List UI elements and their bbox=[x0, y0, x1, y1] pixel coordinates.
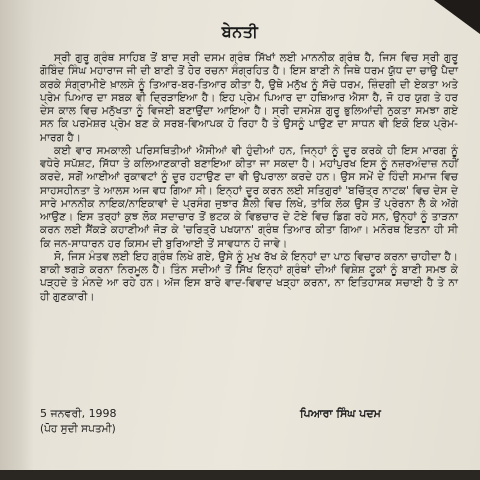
paragraph-3: ਸੋ, ਜਿਸ ਮੰਤਵ ਲਈ ਇਹ ਗ੍ਰੰਥ ਲਿਖੇ ਗਏ, ਉਸੇ ਨੂੰ ਮੁਖ ਰੱਖ ਕੇ ਇਨ੍ਹਾਂ ਦਾ ਪਾਠ ਵਿਚਾਰ ਕਰਨਾ ਚਾਹੀਦਾ ਹੈ। ਬਾਕੀ ਝਗੜੇ ਕਰਨਾ ਨਿਰਮੂਲ ਹੈ। ਤਿੰਨ ਸਦੀਆਂ ਤੋਂ ਸਿੱਖ ਇਨ੍ਹਾਂ ਗ੍ਰੰਥਾਂ ਦੀਆਂ ਵਿਸ਼ੇਸ਼ ਟੂਕਾਂ ਨੂੰ ਬਾਣੀ ਸਮਝ ਕੇ ਪੜ੍ਹਦੇ ਤੇ ਮੰਨਦੇ ਆ ਰਹੇ ਹਨ। ਅੱਜ ਇਸ ਬਾਰੇ ਵਾਦ-ਵਿਵਾਦ ਖੜ੍ਹਾ ਕਰਨਾ, ਨਾ ਇਤਿਹਾਸਕ ਸਚਾਈ ਹੈ ਤੇ ਨਾ ਹੀ ਗੁਣਕਾਰੀ। bbox=[40, 250, 458, 303]
body-text bbox=[40, 52, 458, 304]
date-line: 5 ਜਨਵਰੀ, 1998 bbox=[40, 407, 117, 420]
page-gutter-shadow bbox=[0, 0, 34, 480]
page-bottom-edge bbox=[0, 470, 480, 480]
author-signature: ਪਿਆਰਾ ਸਿੰਘ ਪਦਮ bbox=[300, 407, 381, 420]
paragraph-1: ਸ੍ਰੀ ਗੁਰੂ ਗ੍ਰੰਥ ਸਾਹਿਬ ਤੋਂ ਬਾਦ ਸ੍ਰੀ ਦਸਮ ਗ੍ਰੰਥ ਸਿੱਖਾਂ ਲਈ ਮਾਨਨੀਕ ਗ੍ਰੰਥ ਹੈ, ਜਿਸ ਵਿਚ ਸ੍ਰੀ ਗੁਰੂ ਗੋਬਿੰਦ ਸਿੰਘ ਮਹਾਰਾਜ ਜੀ ਦੀ ਬਾਣੀ ਤੋਂ ਹੋਰ ਰਚਨਾ ਸੰਗ੍ਰਹਿਤ ਹੈ। ਇਸ ਬਾਣੀ ਨੇ ਜਿਥੇ ਧਰਮ ਯੁੱਧ ਦਾ ਚਾਉ ਪੈਦਾ ਕਰਕੇ ਸੰਗ੍ਰਾਮੀਏ ਖ਼ਾਲਸੇ ਨੂੰ ਤਿਆਰ-ਬਰ-ਤਿਆਰ ਕੀਤਾ ਹੈ, ਉਥੇ ਮਨੁੱਖ ਨੂੰ ਸੱਚੇ ਧਰਮ, ਜ਼ਿੰਦਗੀ ਦੀ ਏਕਤਾ ਅਤੇ ਪ੍ਰੇਮ ਪਿਆਰ ਦਾ ਸਬਕ ਵੀ ਦ੍ਰਿੜਾਇਆ ਹੈ। ਇਹ ਪ੍ਰੇਮ ਪਿਆਰ ਦਾ ਹਥਿਆਰ ਐਸਾ ਹੈ, ਜੋ ਹਰ ਯੁਗ ਤੇ ਹਰ ਦੇਸ ਕਾਲ ਵਿਚ ਮਨੁੱਖਤਾ ਨੂੰ ਵਿਜਈ ਬਣਾਉਂਦਾ ਆਇਆ ਹੈ। ਸ੍ਰੀ ਦਸਮੇਸ਼ ਗੁਰੂ ਭੁਲਿਆਂਦੀ ਨੁਕਤਾ ਸਮਝਾ ਗਏ ਸਨ ਕਿ ਪਰਮੇਸ਼ਰ ਪ੍ਰੇਮ ਬਣ ਕੇ ਸਰਬ-ਵਿਆਪਕ ਹੋ ਰਿਹਾ ਹੈ ਤੇ ਉਸਨੂੰ ਪਾਉਣ ਦਾ ਸਾਧਨ ਵੀ ਇਕੋ ਇਕ ਪ੍ਰੇਮ-ਮਾਰਗ ਹੈ। bbox=[40, 52, 458, 144]
date-lunar: (ਪੋਹ ਸੁਦੀ ਸਪਤਮੀ) bbox=[40, 423, 116, 435]
page-title: ਬੇਨਤੀ bbox=[221, 22, 259, 41]
paragraph-2: ਕਈ ਵਾਰ ਸਮਕਾਲੀ ਪਰਿਸਥਿਤੀਆਂ ਐਸੀਆਂ ਵੀ ਹੁੰਦੀਆਂ ਹਨ, ਜਿਨ੍ਹਾਂ ਨੂੰ ਦੂਰ ਕਰਕੇ ਹੀ ਇਸ ਮਾਰਗ ਨੂੰ ਵਧੇਰੇ ਸਪੱਸ਼ਟ, ਸਿੱਧਾ ਤੇ ਕਲਿਆਣਕਾਰੀ ਬਣਾਇਆ ਕੀਤਾ ਜਾ ਸਕਦਾ ਹੈ। ਮਹਾਂਪੁਰਖ ਇਸ ਨੂੰ ਨਜ਼ਰਅੰਦਾਜ਼ ਨਹੀਂ ਕਰਦੇ, ਸਗੋਂ ਆਈਆਂ ਰੁਕਾਵਟਾਂ ਨੂੰ ਦੂਰ ਹਟਾਉਣ ਦਾ ਵੀ ਉਪਰਾਲਾ ਕਰਦੇ ਹਨ। ਉਸ ਸਮੇਂ ਦੇ ਹਿੰਦੀ ਸਮਾਜ ਵਿਚ ਸਾਹਸਹੀਨਤਾ ਤੇ ਆਲਸ ਅਜ ਵਧ ਗਿਆ ਸੀ। ਇਨ੍ਹਾਂ ਦੂਰ ਕਰਨ ਲਈ ਸਤਿਗੁਰਾਂ 'ਬਚਿੱਤ੍ਰ ਨਾਟਕ' ਵਿਚ ਦੇਸ ਦੇ ਸਾਰੇ ਮਾਨਨੀਕ ਨਾਇਕ/ਨਾਇਕਾਵਾਂ ਦੇ ਪ੍ਰਸੰਗ ਜੁਝਾਰ ਸ਼ੈਲੀ ਵਿਚ ਲਿਖੇ, ਤਾਂਕਿ ਲੋਕ ਉਸ ਤੋਂ ਪ੍ਰੇਰਨਾ ਲੈ ਕੇ ਅੱਗੇ ਆਉਣ। ਇਸ ਤਰ੍ਹਾਂ ਕੁਝ ਲੋਕ ਸਦਾਚਾਰ ਤੋਂ ਭਟਕ ਕੇ ਵਿਭਚਾਰ ਦੇ ਟੋਏ ਵਿਚ ਡਿਗ ਰਹੇ ਸਨ, ਉਨ੍ਹਾਂ ਨੂੰ ਤਾੜਨਾ ਕਰਨ ਲਈ ਸੈਂਕੜੇ ਕਹਾਣੀਆਂ ਜੋੜ ਕੇ 'ਚਰਿਤ੍ਰੋ ਪਖਯਾਨ' ਗ੍ਰੰਥ ਤਿਆਰ ਕੀਤਾ ਗਿਆ। ਮਨੋਰਥ ਇਤਨਾ ਹੀ ਸੀ ਕਿ ਜਨ-ਸਾਧਾਰਨ ਹਰ ਕਿਸਮ ਦੀ ਬੁਰਿਆਈ ਤੋਂ ਸਾਵਧਾਨ ਹੋ ਜਾਵੇ। bbox=[40, 144, 458, 250]
